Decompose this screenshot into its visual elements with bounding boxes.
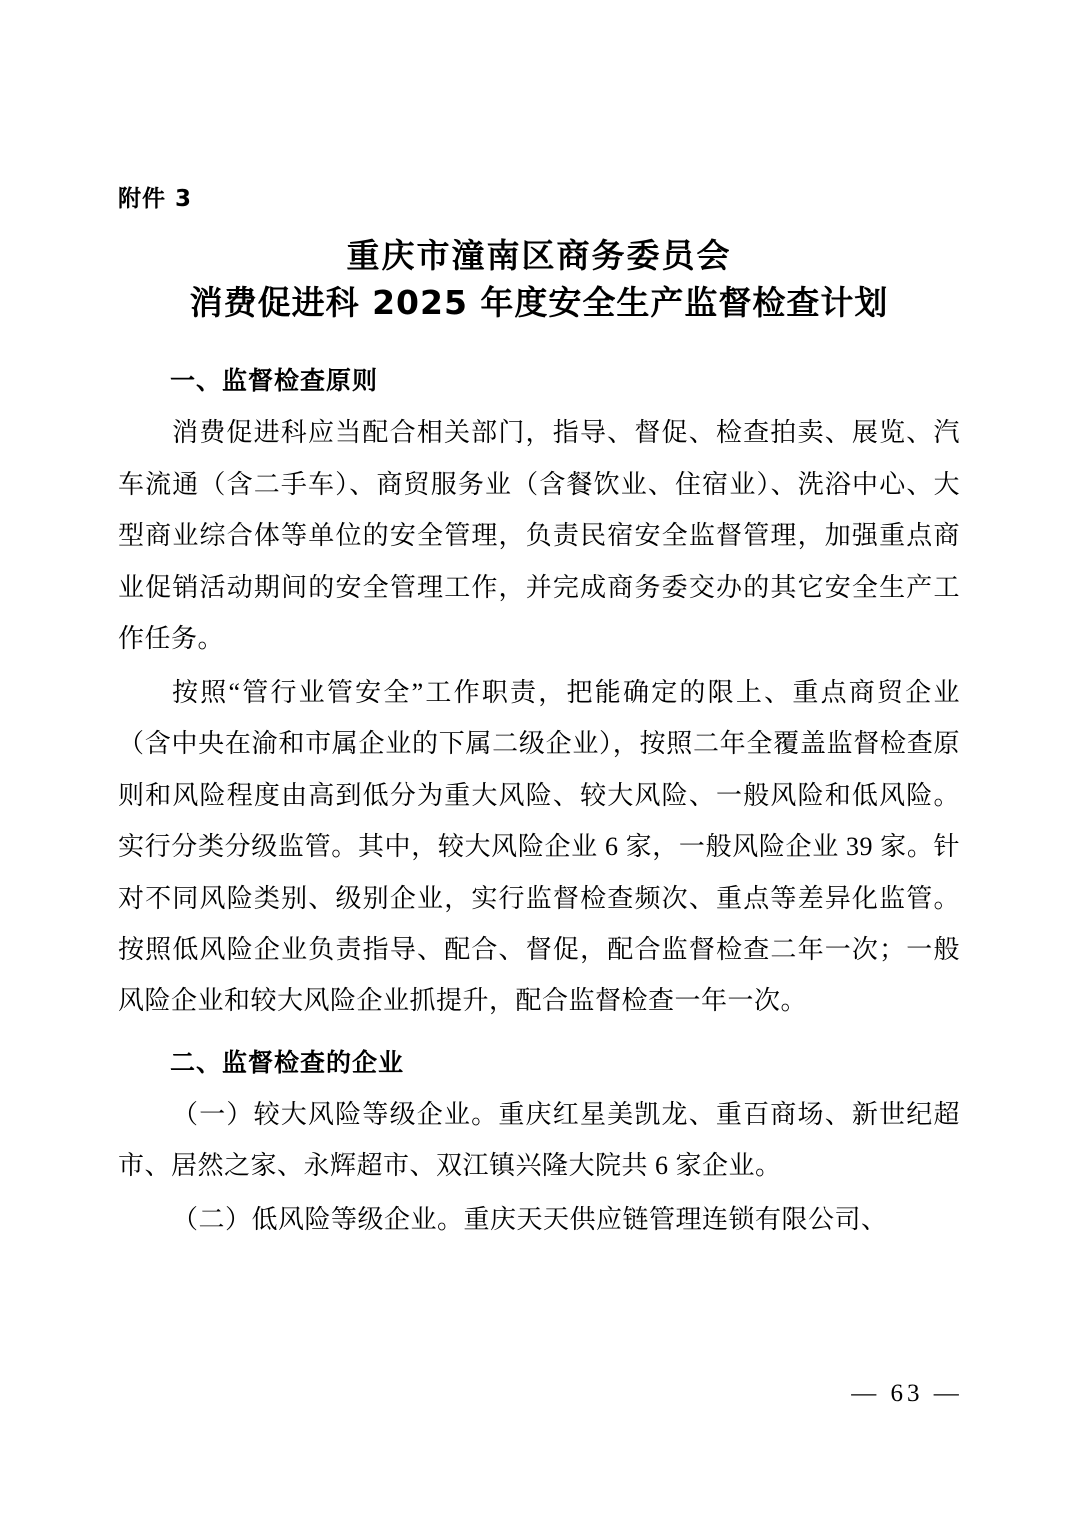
page-number: — 63 —	[851, 1380, 963, 1407]
title-line-1: 重庆市潼南区商务委员会	[346, 235, 732, 275]
title-line-2: 消费促进科 2025 年度安全生产监督检查计划	[189, 283, 889, 323]
section-principles	[118, 361, 960, 1027]
section-enterprises	[118, 1043, 960, 1245]
section-heading-2: 二、监督检查的企业	[170, 1047, 405, 1077]
attachment-label: 附件 3	[118, 186, 193, 212]
page-title	[118, 232, 960, 328]
paragraph-1-1: 消费促进科应当配合相关部门，指导、督促、检查拍卖、展览、汽车流通（含二手车）、商贸服务业（含餐饮业、住宿业）、洗浴中心、大型商业综合体等单位的安全管理，负责民宿安全监督管理，加强重点商业促销活动期间的安全管理工作，并完成商务委交办的其它安全生产工作任务。	[118, 418, 960, 654]
page-footer	[0, 1380, 1074, 1408]
paragraph-2-2: （二）低风险等级企业。重庆天天供应链管理连锁有限公司、	[172, 1204, 888, 1234]
paragraph-2-1: （一）较大风险等级企业。重庆红星美凯龙、重百商场、新世纪超市、居然之家、永辉超市、双江镇兴隆大院共 6 家企业。	[118, 1099, 960, 1181]
section-heading-1: 一、监督检查原则	[170, 366, 379, 396]
document-content	[118, 186, 960, 1247]
paragraph-1-2: 按照“管行业管安全”工作职责，把能确定的限上、重点商贸企业（含中央在渝和市属企业的下属二级企业），按照二年全覆盖监督检查原则和风险程度由高到低分为重大风险、较大风险、一般风险和低风险。实行分类分级监管。其中，较大风险企业 6 家，一般风险企业 39 家。针对不同风险类别、级别企业，实行监督检查频次、重点等差异化监管。按照低风险企业负责指导、配合、督促，配合监督检查二年一次；一般风险企业和较大风险企业抓提升，配合监督检查一年一次。	[118, 677, 960, 1016]
